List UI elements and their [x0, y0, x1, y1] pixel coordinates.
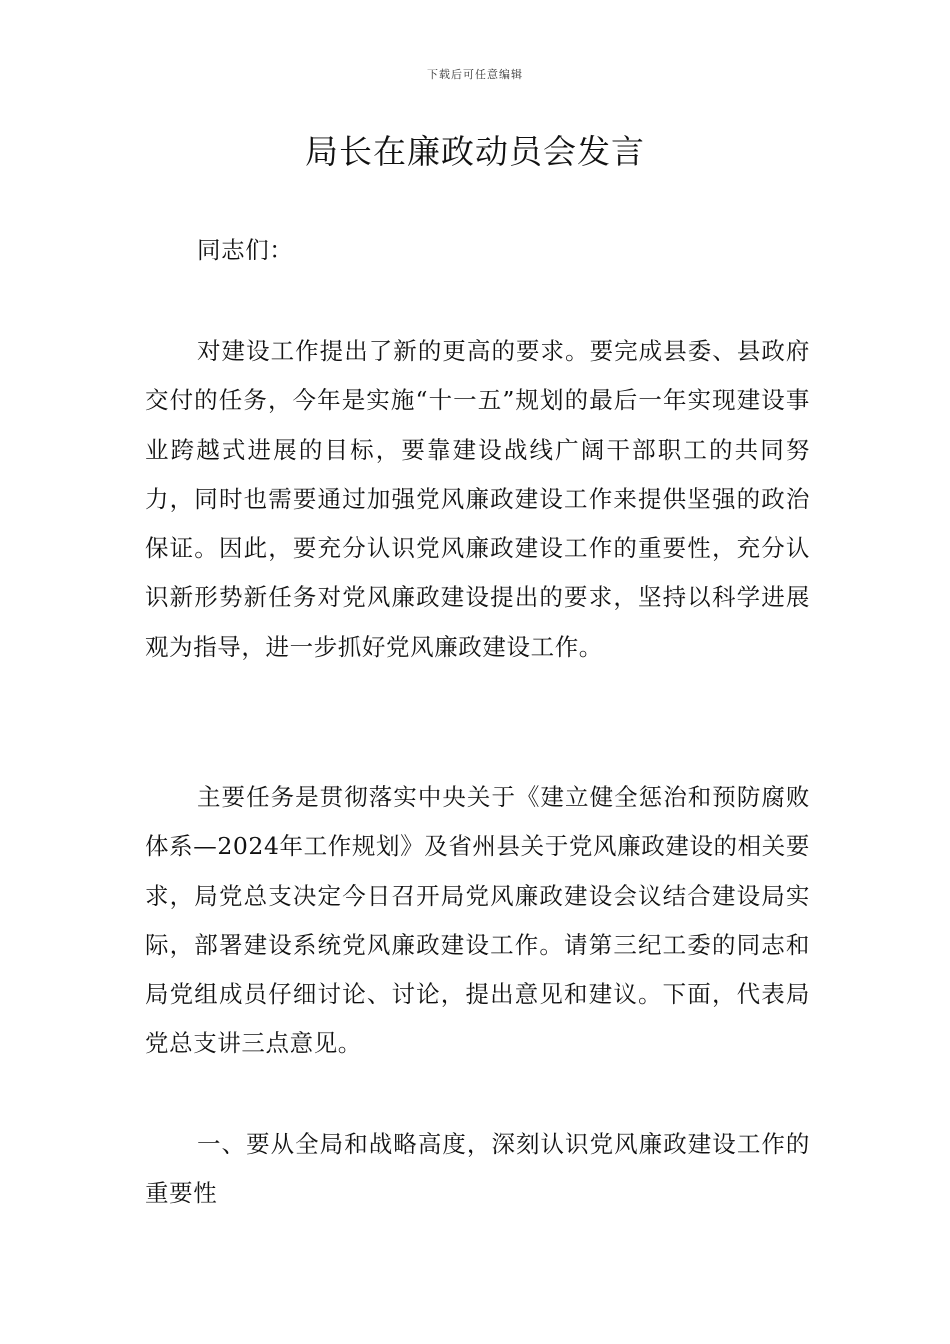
paragraph-2: 主要任务是贯彻落实中央关于《建立健全惩治和预防腐败体系—2024年工作规划》及省州县关于党风廉政建设的相关要求，局党总支决定今日召开局党风廉政建设会议结合建设局实际，部署建设系统党风廉政建设工作。请第三纪工委的同志和局党组成员仔细讨论、讨论，提出意见和建议。下面，代表局党总支讲三点意见。: [145, 783, 810, 1058]
section-heading-1: 一、要从全局和战略高度，深刻认识党风廉政建设工作的重要性: [145, 1130, 810, 1208]
document-title: 局长在廉政动员会发言: [305, 132, 645, 171]
paragraph-1: 对建设工作提出了新的更高的要求。要完成县委、县政府交付的任务，今年是实施“十一五”规划的最后一年实现建设事业跨越式进展的目标，要靠建设战线广阔干部职工的共同努力，同时也需要通过加强党风廉政建设工作来提供坚强的政治保证。因此，要充分认识党风廉政建设工作的重要性，充分认识新形势新任务对党风廉政建设提出的要求，坚持以科学进展观为指导，进一步抓好党风廉政建设工作。: [145, 337, 810, 661]
salutation: 同志们：: [197, 236, 294, 264]
header-note: 下载后可任意编辑: [427, 68, 523, 81]
